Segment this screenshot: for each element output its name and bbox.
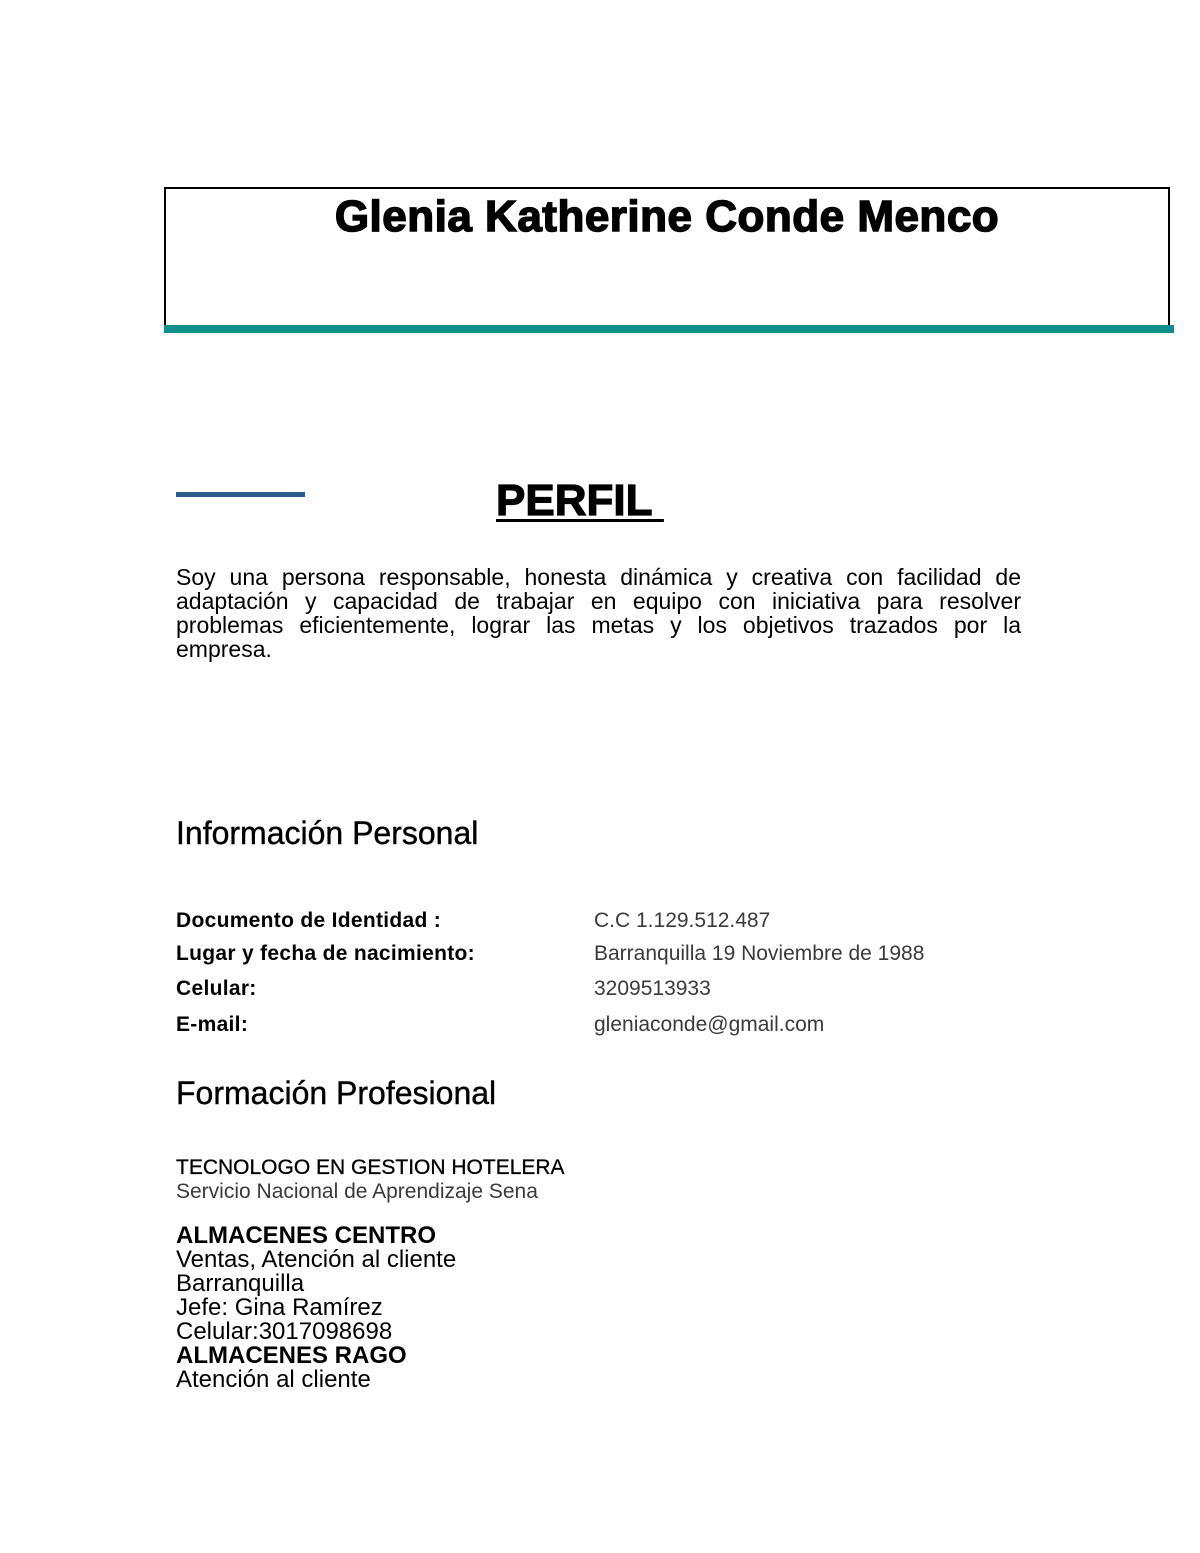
birth-place-date-label: Lugar y fecha de nacimiento:	[176, 942, 475, 965]
personal-info-heading: Información Personal	[176, 815, 479, 851]
job-city: Barranquilla	[176, 1270, 305, 1297]
perfil-text: Soy una persona responsable, honesta dinámica y creativa con facilidad de adaptación y capacidad de trabajar en equipo con iniciativa para resolver problemas eficientemente, lograr las metas y los objetivos trazados por la empresa.	[176, 564, 1021, 662]
name-header-rule	[164, 325, 1174, 333]
birth-place-date-value: Barranquilla 19 Noviembre de 1988	[594, 942, 925, 965]
perfil-decorative-rule	[176, 492, 305, 497]
perfil-heading: PERFIL	[496, 476, 664, 525]
id-document-label: Documento de Identidad :	[176, 909, 442, 932]
formation-institution: Servicio Nacional de Aprendizaje Sena	[176, 1180, 538, 1203]
email-label: E-mail:	[176, 1013, 249, 1036]
employer-name: ALMACENES RAGO	[176, 1342, 407, 1369]
job-reference-phone: Celular:3017098698	[176, 1318, 393, 1345]
job-role: Atención al cliente	[176, 1366, 371, 1393]
experience-block	[176, 1224, 456, 1392]
phone-value: 3209513933	[594, 977, 711, 1000]
email-value: gleniaconde@gmail.com	[594, 1013, 825, 1036]
formation-degree: TECNOLOGO EN GESTION HOTELERA	[176, 1156, 565, 1179]
job-role: Ventas, Atención al cliente	[176, 1246, 457, 1273]
candidate-name: Glenia Katherine Conde Menco	[334, 192, 1000, 241]
employer-name: ALMACENES CENTRO	[176, 1222, 437, 1249]
job-supervisor: Jefe: Gina Ramírez	[176, 1294, 383, 1321]
phone-label: Celular:	[176, 977, 257, 1000]
formation-heading: Formación Profesional	[176, 1075, 497, 1111]
id-document-value: C.C 1.129.512.487	[594, 909, 771, 932]
